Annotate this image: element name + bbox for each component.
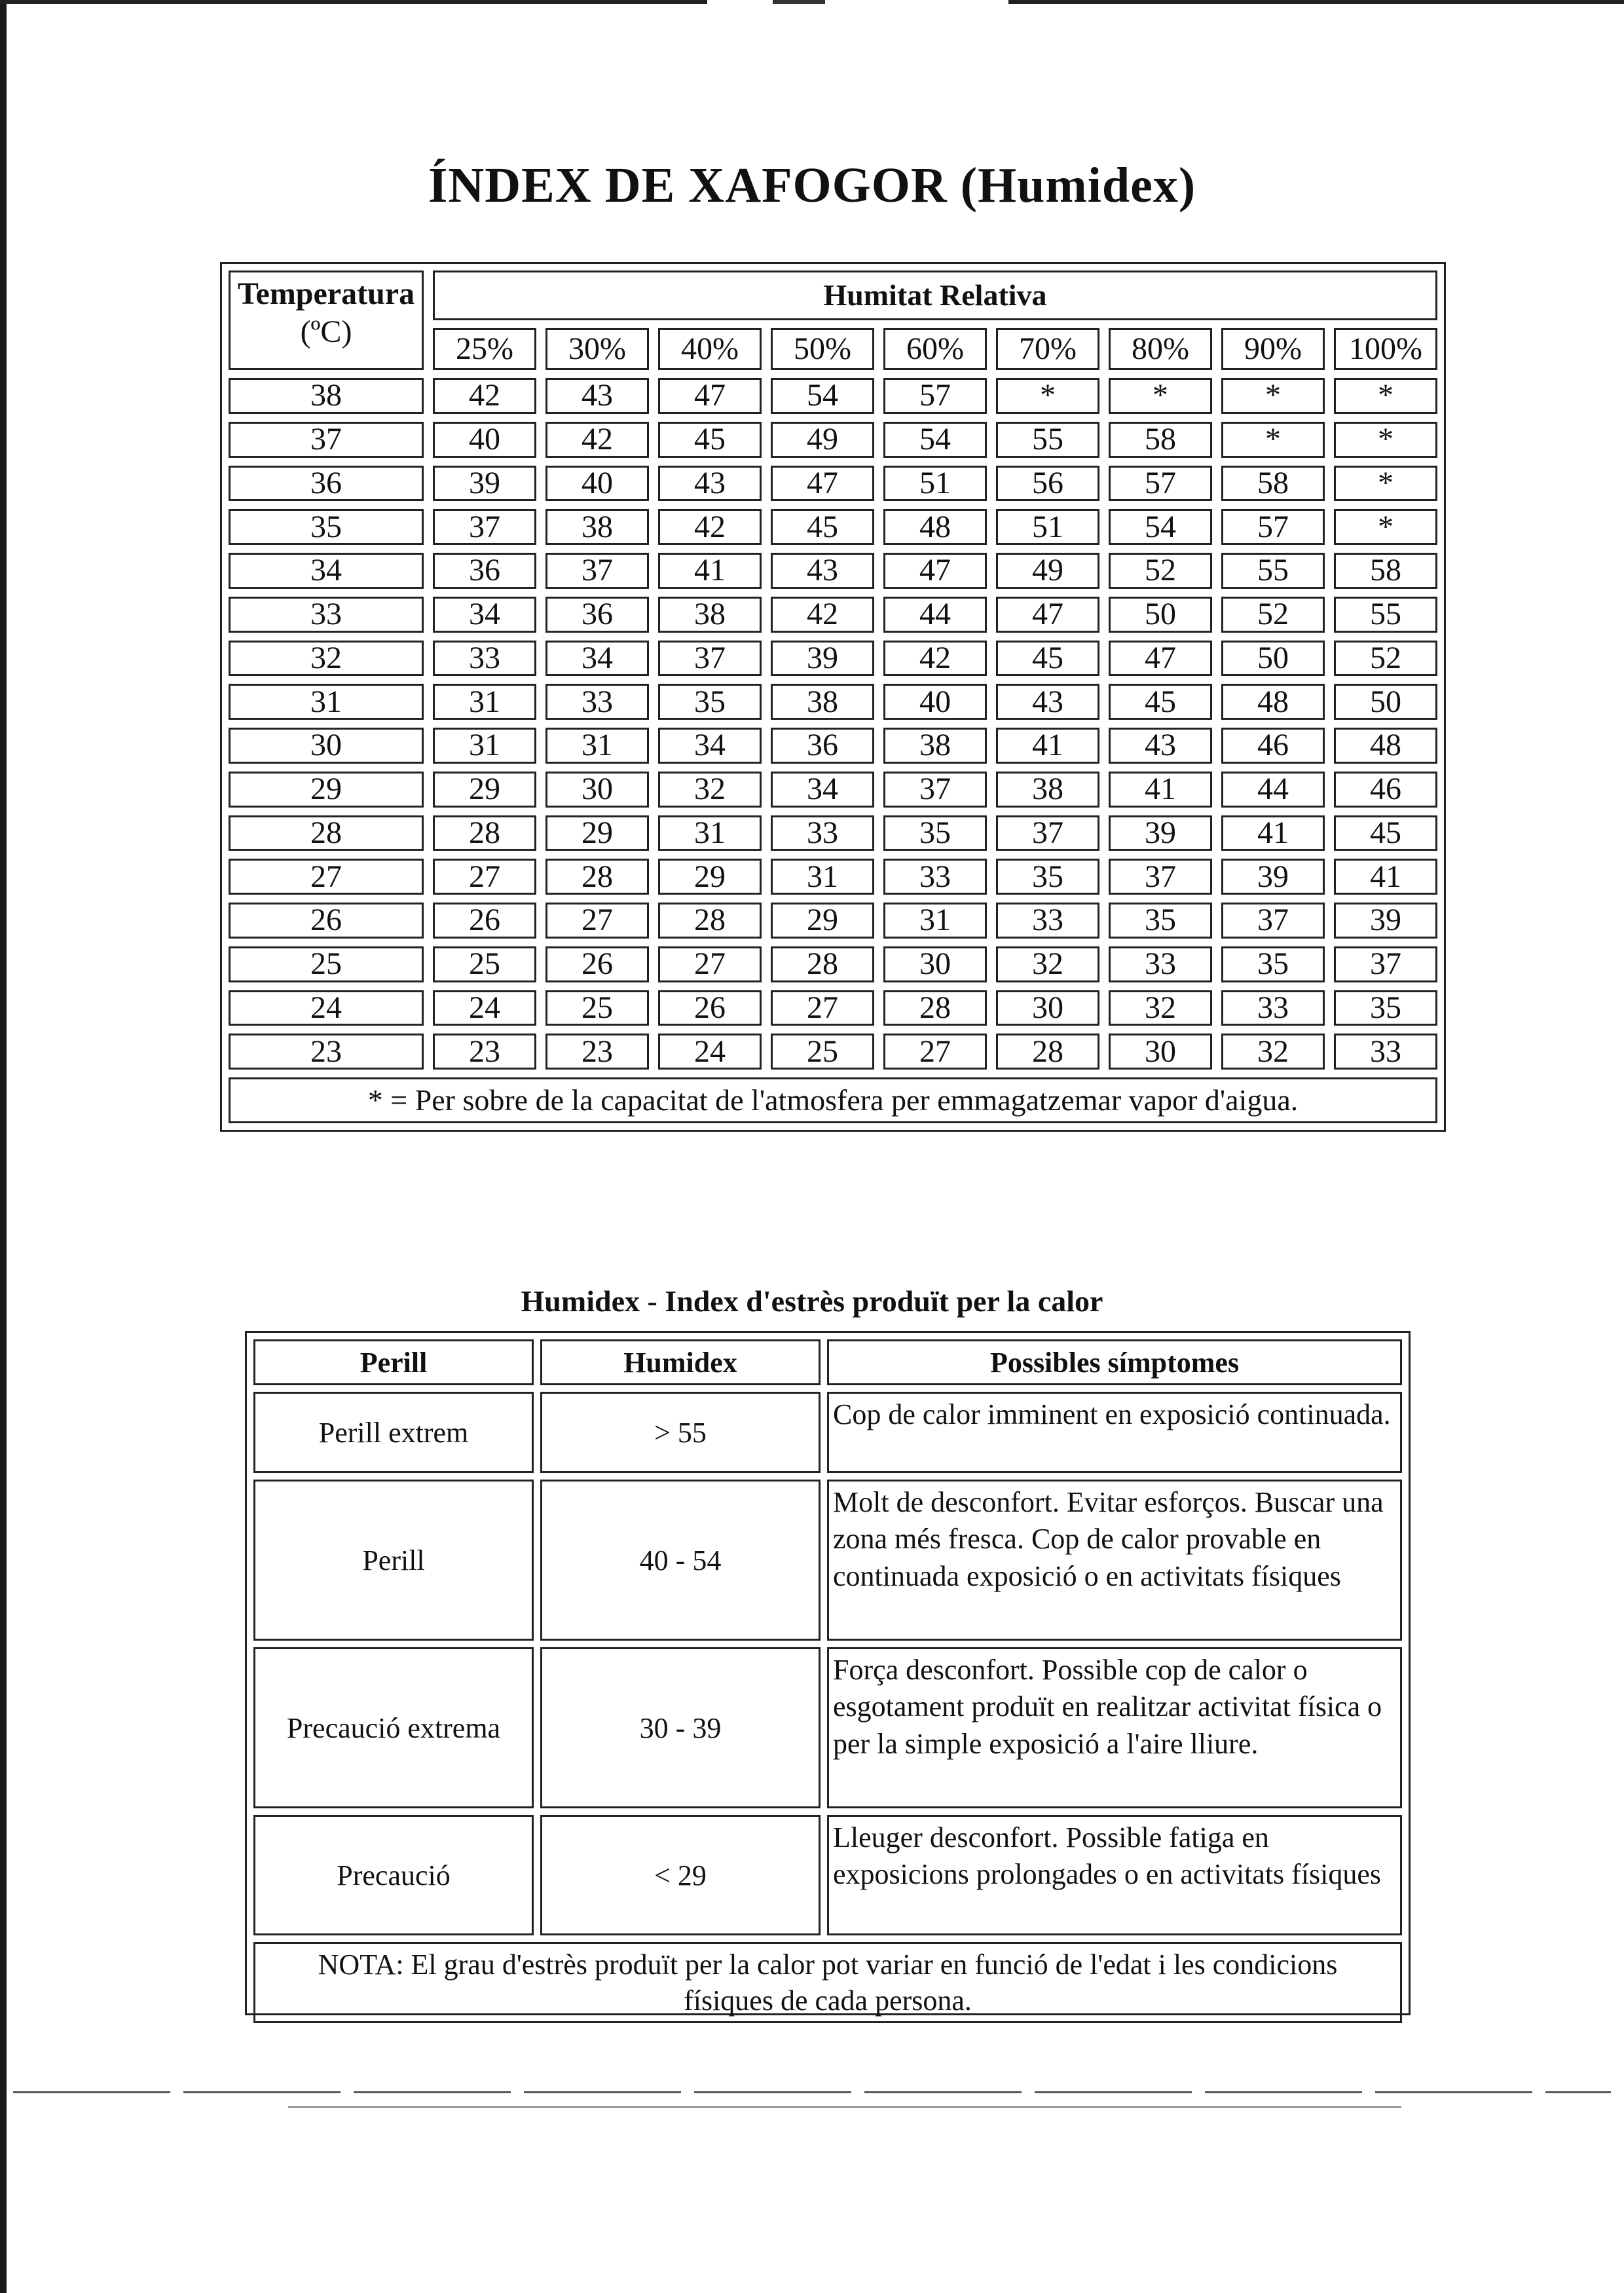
humidex-value-cell: 28 <box>996 1034 1099 1070</box>
humidity-column-header: 60% <box>883 328 987 370</box>
humidex-value-cell: 42 <box>658 509 762 545</box>
humidex-value-cell: 29 <box>658 859 762 895</box>
temperature-cell: 29 <box>229 772 424 808</box>
humidex-value-cell: 50 <box>1334 684 1437 720</box>
table-footnote: * = Per sobre de la capacitat de l'atmosfera per emmagatzemar vapor d'aigua. <box>229 1077 1437 1123</box>
temperature-cell: 37 <box>229 422 424 458</box>
humidity-column-header: 40% <box>658 328 762 370</box>
humidity-column-header: 100% <box>1334 328 1437 370</box>
temperature-header-label: Temperatura <box>237 276 415 311</box>
humidex-value-cell: 38 <box>545 509 649 545</box>
temperature-cell: 31 <box>229 684 424 720</box>
humidex-value-cell: 47 <box>1109 641 1212 677</box>
humidex-value-cell: 24 <box>433 990 536 1026</box>
humidex-value-cell: 38 <box>658 597 762 633</box>
humidex-value-cell: 47 <box>771 466 874 502</box>
humidex-value-cell: 27 <box>883 1034 987 1070</box>
humidex-value-cell: 28 <box>433 815 536 851</box>
humidex-value-cell: 31 <box>545 728 649 764</box>
humidex-value-cell: 27 <box>545 903 649 939</box>
temperature-cell: 38 <box>229 378 424 414</box>
humidex-table <box>220 262 1446 1132</box>
humidex-value-cell: 51 <box>883 466 987 502</box>
humidex-value-cell: 55 <box>1221 553 1325 589</box>
humidex-value-cell: 33 <box>1221 990 1325 1026</box>
humidex-value-cell: 50 <box>1109 597 1212 633</box>
humidex-value-cell: 31 <box>433 684 536 720</box>
humidex-value-cell: * <box>1334 378 1437 414</box>
temperature-header <box>229 270 424 370</box>
humidity-column-header: 90% <box>1221 328 1325 370</box>
scan-edge <box>0 0 7 2293</box>
humidex-value-cell: 45 <box>1334 815 1437 851</box>
humidex-value-cell: 37 <box>433 509 536 545</box>
humidex-value-cell: 52 <box>1334 641 1437 677</box>
humidex-value-cell: 33 <box>545 684 649 720</box>
humidex-value-cell: * <box>1334 509 1437 545</box>
humidex-value-cell: 31 <box>883 903 987 939</box>
humidex-range-cell: > 55 <box>540 1392 821 1473</box>
humidex-value-cell: 33 <box>1109 946 1212 982</box>
humidex-value-cell: 38 <box>883 728 987 764</box>
humidex-value-cell: 55 <box>996 422 1099 458</box>
humidex-value-cell: 48 <box>883 509 987 545</box>
humidex-value-cell: 57 <box>1109 466 1212 502</box>
humidex-value-cell: 41 <box>1109 772 1212 808</box>
humidex-value-cell: 30 <box>1109 1034 1212 1070</box>
temperature-cell: 30 <box>229 728 424 764</box>
symptoms-cell: Cop de calor imminent en exposició continuada. <box>827 1392 1402 1473</box>
humidex-value-cell: 23 <box>545 1034 649 1070</box>
humidex-value-cell: 54 <box>1109 509 1212 545</box>
humidex-value-cell: 33 <box>883 859 987 895</box>
humidex-value-cell: 32 <box>996 946 1099 982</box>
humidex-value-cell: 37 <box>1109 859 1212 895</box>
humidex-value-cell: 49 <box>996 553 1099 589</box>
humidex-value-cell: 30 <box>545 772 649 808</box>
humidex-value-cell: 40 <box>545 466 649 502</box>
humidex-value-cell: 56 <box>996 466 1099 502</box>
humidex-value-cell: 47 <box>883 553 987 589</box>
humidity-header: Humitat Relativa <box>433 270 1437 320</box>
humidex-value-cell: 42 <box>883 641 987 677</box>
humidex-value-cell: 28 <box>771 946 874 982</box>
humidex-value-cell: * <box>1334 422 1437 458</box>
humidex-value-cell: 25 <box>771 1034 874 1070</box>
humidex-value-cell: 46 <box>1221 728 1325 764</box>
humidex-value-cell: 29 <box>545 815 649 851</box>
danger-level-cell: Precaució <box>253 1815 534 1935</box>
humidex-value-cell: 58 <box>1109 422 1212 458</box>
humidex-value-cell: 58 <box>1334 553 1437 589</box>
humidex-value-cell: 43 <box>545 378 649 414</box>
symptoms-cell: Lleuger desconfort. Possible fatiga en exposicions prolongades o en activitats físiques <box>827 1815 1402 1935</box>
humidex-value-cell: 41 <box>1221 815 1325 851</box>
humidex-value-cell: 45 <box>996 641 1099 677</box>
temperature-cell: 24 <box>229 990 424 1026</box>
humidex-value-cell: 31 <box>658 815 762 851</box>
humidex-value-cell: 38 <box>771 684 874 720</box>
humidex-value-cell: 37 <box>658 641 762 677</box>
humidex-value-cell: 40 <box>433 422 536 458</box>
humidex-value-cell: 44 <box>1221 772 1325 808</box>
humidex-value-cell: 42 <box>433 378 536 414</box>
humidex-value-cell: 39 <box>771 641 874 677</box>
humidex-value-cell: 57 <box>883 378 987 414</box>
temperature-cell: 32 <box>229 641 424 677</box>
humidex-value-cell: 54 <box>771 378 874 414</box>
humidex-value-cell: 40 <box>883 684 987 720</box>
humidex-value-cell: 36 <box>545 597 649 633</box>
humidex-value-cell: 26 <box>433 903 536 939</box>
humidex-range-cell: 30 - 39 <box>540 1647 821 1808</box>
humidex-value-cell: 41 <box>658 553 762 589</box>
humidex-value-cell: 43 <box>771 553 874 589</box>
scan-artifact-line-2 <box>288 2106 1401 2108</box>
humidex-value-cell: 35 <box>996 859 1099 895</box>
symptoms-cell: Força desconfort. Possible cop de calor o esgotament produït en realitzar activitat física o per la simple exposició a l'aire lliure. <box>827 1647 1402 1808</box>
humidex-value-cell: 43 <box>996 684 1099 720</box>
humidex-value-cell: 47 <box>658 378 762 414</box>
humidex-value-cell: 45 <box>658 422 762 458</box>
humidex-value-cell: 33 <box>1334 1034 1437 1070</box>
humidity-column-header: 25% <box>433 328 536 370</box>
humidex-value-cell: 27 <box>658 946 762 982</box>
humidex-value-cell: 39 <box>433 466 536 502</box>
temperature-cell: 33 <box>229 597 424 633</box>
danger-level-cell: Perill extrem <box>253 1392 534 1473</box>
humidex-value-cell: 31 <box>771 859 874 895</box>
humidex-value-cell: 24 <box>658 1034 762 1070</box>
humidex-value-cell: 45 <box>771 509 874 545</box>
humidex-value-cell: 35 <box>658 684 762 720</box>
humidex-value-cell: 32 <box>1109 990 1212 1026</box>
humidex-value-cell: 26 <box>545 946 649 982</box>
humidex-value-cell: 33 <box>771 815 874 851</box>
temperature-cell: 36 <box>229 466 424 502</box>
symptoms-cell: Molt de desconfort. Evitar esforços. Buscar una zona més fresca. Cop de calor provable en continuada exposició o en activitats físiques <box>827 1480 1402 1641</box>
humidex-value-cell: 37 <box>1334 946 1437 982</box>
temperature-cell: 35 <box>229 509 424 545</box>
document-title: ÍNDEX DE XAFOGOR (Humidex) <box>428 158 1196 213</box>
humidex-value-cell: 50 <box>1221 641 1325 677</box>
humidex-value-cell: 51 <box>996 509 1099 545</box>
stress-column-header: Perill <box>253 1339 534 1385</box>
humidex-value-cell: * <box>1221 422 1325 458</box>
humidex-value-cell: 48 <box>1221 684 1325 720</box>
humidex-value-cell: 25 <box>545 990 649 1026</box>
humidex-value-cell: * <box>1221 378 1325 414</box>
humidex-value-cell: 43 <box>1109 728 1212 764</box>
temperature-header-unit: (ºC) <box>300 314 352 349</box>
humidex-value-cell: 35 <box>1334 990 1437 1026</box>
temperature-cell: 23 <box>229 1034 424 1070</box>
humidex-value-cell: 35 <box>1221 946 1325 982</box>
temperature-cell: 26 <box>229 903 424 939</box>
humidex-value-cell: * <box>1109 378 1212 414</box>
humidex-value-cell: * <box>1334 466 1437 502</box>
humidex-value-cell: 35 <box>883 815 987 851</box>
humidex-value-cell: 30 <box>883 946 987 982</box>
humidex-value-cell: * <box>996 378 1099 414</box>
humidex-value-cell: 49 <box>771 422 874 458</box>
humidex-value-cell: 39 <box>1109 815 1212 851</box>
humidex-value-cell: 48 <box>1334 728 1437 764</box>
humidex-value-cell: 54 <box>883 422 987 458</box>
humidex-value-cell: 57 <box>1221 509 1325 545</box>
stress-note: NOTA: El grau d'estrès produït per la calor pot variar en funció de l'edat i les condicions físiques de cada persona. <box>253 1942 1402 2023</box>
humidex-value-cell: 27 <box>433 859 536 895</box>
humidity-column-header: 80% <box>1109 328 1212 370</box>
humidex-value-cell: 58 <box>1221 466 1325 502</box>
danger-level-cell: Precaució extrema <box>253 1647 534 1808</box>
humidity-column-header: 70% <box>996 328 1099 370</box>
humidex-value-cell: 23 <box>433 1034 536 1070</box>
humidex-value-cell: 28 <box>545 859 649 895</box>
danger-level-cell: Perill <box>253 1480 534 1641</box>
humidex-value-cell: 41 <box>996 728 1099 764</box>
humidex-value-cell: 35 <box>1109 903 1212 939</box>
humidex-value-cell: 47 <box>996 597 1099 633</box>
humidex-range-cell: 40 - 54 <box>540 1480 821 1641</box>
humidex-value-cell: 34 <box>433 597 536 633</box>
humidex-value-cell: 41 <box>1334 859 1437 895</box>
humidex-value-cell: 44 <box>883 597 987 633</box>
humidex-value-cell: 37 <box>1221 903 1325 939</box>
humidex-value-cell: 27 <box>771 990 874 1026</box>
humidex-value-cell: 39 <box>1221 859 1325 895</box>
humidex-value-cell: 30 <box>996 990 1099 1026</box>
humidex-value-cell: 31 <box>433 728 536 764</box>
humidex-value-cell: 38 <box>996 772 1099 808</box>
humidity-column-header: 50% <box>771 328 874 370</box>
humidex-value-cell: 36 <box>771 728 874 764</box>
humidex-value-cell: 32 <box>658 772 762 808</box>
humidex-value-cell: 32 <box>1221 1034 1325 1070</box>
humidex-value-cell: 39 <box>1334 903 1437 939</box>
humidex-value-cell: 33 <box>996 903 1099 939</box>
humidex-value-cell: 52 <box>1109 553 1212 589</box>
scan-artifact-top <box>0 0 1624 4</box>
stress-column-header: Possibles símptomes <box>827 1339 1402 1385</box>
humidex-value-cell: 52 <box>1221 597 1325 633</box>
humidex-value-cell: 42 <box>545 422 649 458</box>
humidex-value-cell: 25 <box>433 946 536 982</box>
humidity-column-header: 30% <box>545 328 649 370</box>
humidex-value-cell: 34 <box>771 772 874 808</box>
humidex-value-cell: 37 <box>996 815 1099 851</box>
stress-section-title: Humidex - Index d'estrès produït per la calor <box>521 1284 1103 1318</box>
scan-artifact-line <box>13 2091 1611 2093</box>
humidex-value-cell: 26 <box>658 990 762 1026</box>
humidex-value-cell: 29 <box>433 772 536 808</box>
humidex-value-cell: 55 <box>1334 597 1437 633</box>
temperature-cell: 34 <box>229 553 424 589</box>
humidex-value-cell: 46 <box>1334 772 1437 808</box>
stress-column-header: Humidex <box>540 1339 821 1385</box>
humidex-value-cell: 43 <box>658 466 762 502</box>
temperature-cell: 27 <box>229 859 424 895</box>
humidex-value-cell: 37 <box>545 553 649 589</box>
temperature-cell: 25 <box>229 946 424 982</box>
humidex-value-cell: 29 <box>771 903 874 939</box>
humidex-value-cell: 34 <box>658 728 762 764</box>
temperature-cell: 28 <box>229 815 424 851</box>
humidex-value-cell: 34 <box>545 641 649 677</box>
humidex-range-cell: < 29 <box>540 1815 821 1935</box>
humidex-value-cell: 28 <box>883 990 987 1026</box>
humidex-value-cell: 36 <box>433 553 536 589</box>
humidex-value-cell: 33 <box>433 641 536 677</box>
humidex-value-cell: 42 <box>771 597 874 633</box>
stress-table <box>245 1331 1411 2015</box>
humidex-value-cell: 37 <box>883 772 987 808</box>
humidex-value-cell: 45 <box>1109 684 1212 720</box>
humidex-value-cell: 28 <box>658 903 762 939</box>
